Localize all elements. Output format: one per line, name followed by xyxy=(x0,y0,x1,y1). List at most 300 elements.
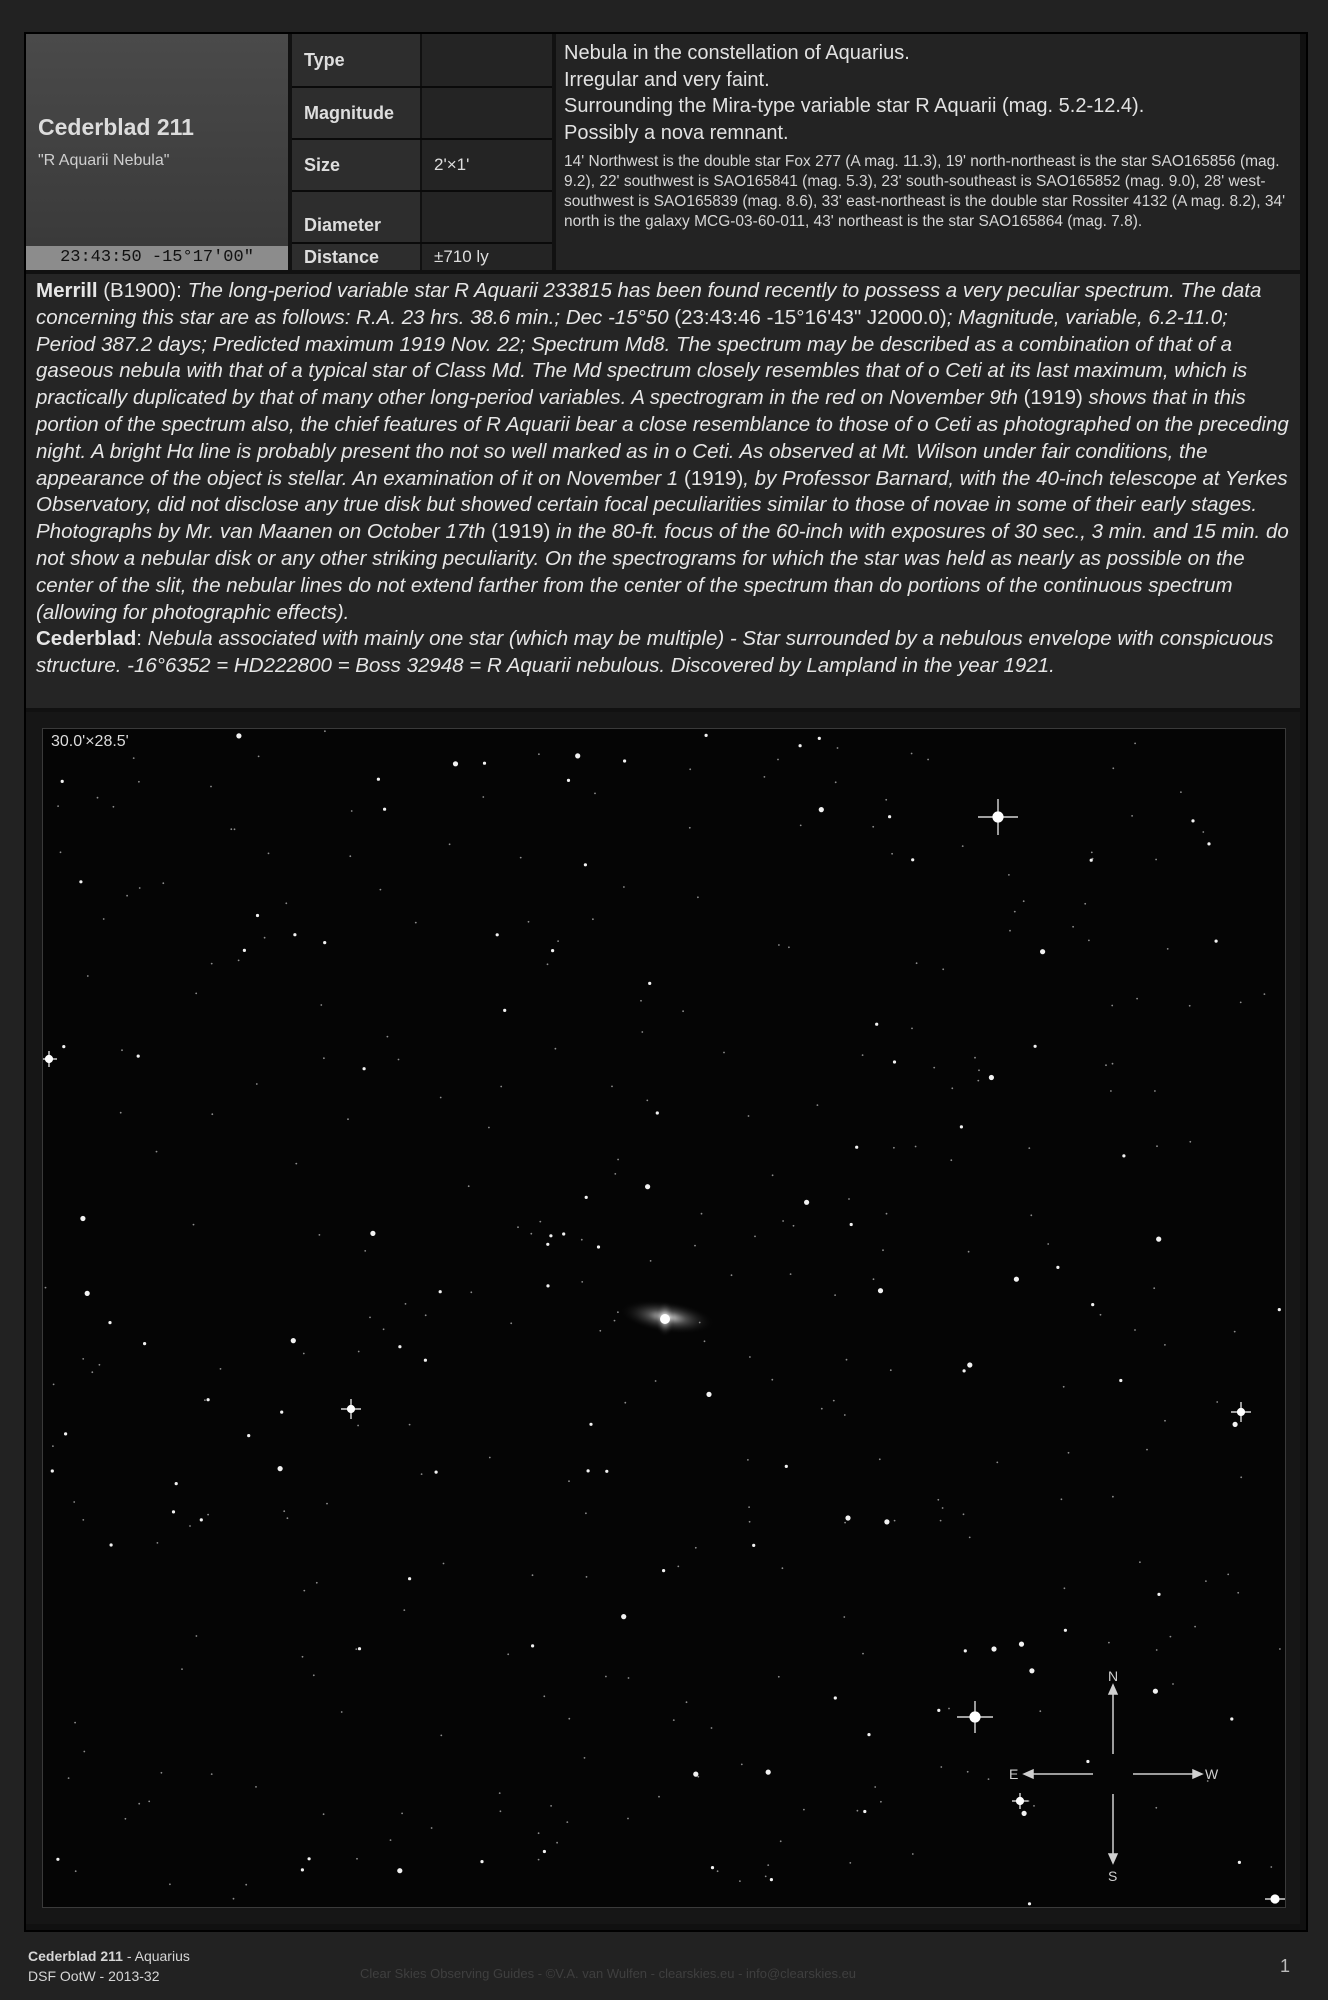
object-name: Cederblad 211 xyxy=(38,114,194,140)
star xyxy=(837,747,839,749)
star xyxy=(295,1163,297,1165)
star xyxy=(960,1125,963,1128)
star xyxy=(799,744,802,747)
star xyxy=(245,1884,247,1886)
star xyxy=(662,1569,665,1572)
star xyxy=(597,1245,600,1248)
star xyxy=(550,1805,552,1807)
star xyxy=(326,1503,328,1505)
star xyxy=(1072,926,1074,928)
star xyxy=(280,1411,283,1414)
star xyxy=(894,1520,896,1522)
star xyxy=(1034,1045,1037,1048)
star xyxy=(507,1653,509,1655)
star xyxy=(68,1777,70,1779)
star xyxy=(693,1772,698,1777)
star xyxy=(844,1414,846,1416)
star xyxy=(287,1517,289,1519)
star xyxy=(991,1646,996,1651)
star xyxy=(1088,940,1090,942)
star xyxy=(1205,1580,1207,1582)
star xyxy=(800,825,802,827)
object-coordinates: 23:43:50 -15°17'00" xyxy=(26,246,288,270)
star xyxy=(585,1512,587,1514)
star xyxy=(449,843,451,845)
star xyxy=(193,1224,195,1226)
star xyxy=(627,1818,629,1820)
star xyxy=(1264,993,1266,995)
star xyxy=(878,1288,883,1293)
star xyxy=(967,1771,969,1773)
star xyxy=(543,1850,546,1853)
star xyxy=(1189,1141,1191,1143)
star xyxy=(1180,791,1182,793)
star xyxy=(605,1676,607,1678)
star xyxy=(380,889,382,891)
star xyxy=(701,1213,703,1215)
star xyxy=(655,1380,657,1382)
property-value xyxy=(422,192,552,242)
star xyxy=(52,1445,54,1447)
star xyxy=(440,1097,442,1099)
star xyxy=(1068,1452,1070,1454)
star xyxy=(624,1402,626,1404)
property-label: Distance xyxy=(292,244,420,270)
property-row-magnitude xyxy=(292,88,552,140)
star xyxy=(617,1311,619,1313)
star xyxy=(855,1146,858,1149)
star xyxy=(885,799,887,801)
star xyxy=(848,1198,850,1200)
star xyxy=(99,1364,101,1366)
star xyxy=(204,1399,206,1401)
star xyxy=(211,1773,213,1775)
star xyxy=(1164,1420,1166,1422)
star xyxy=(849,1862,851,1864)
star xyxy=(1014,1277,1019,1282)
star xyxy=(614,1173,616,1175)
star xyxy=(56,1858,59,1861)
star xyxy=(470,1291,472,1293)
star xyxy=(546,1243,549,1246)
star xyxy=(1100,1314,1102,1316)
star xyxy=(520,857,522,859)
star xyxy=(1119,1379,1122,1382)
star xyxy=(1108,1642,1110,1644)
star xyxy=(1009,930,1011,932)
star xyxy=(1064,1629,1067,1632)
property-label: Type xyxy=(292,34,420,86)
star xyxy=(517,1226,519,1228)
star xyxy=(711,1727,713,1729)
star xyxy=(850,1223,853,1226)
star xyxy=(156,1151,158,1153)
star xyxy=(172,1510,175,1513)
star xyxy=(121,1049,123,1051)
star xyxy=(1238,1861,1241,1864)
star xyxy=(489,1457,491,1459)
star xyxy=(862,1653,864,1655)
cederblad-author: Cederblad xyxy=(36,627,137,651)
star xyxy=(1014,911,1016,913)
star xyxy=(1030,1214,1032,1216)
star xyxy=(1019,1642,1024,1647)
star xyxy=(821,1408,823,1410)
footer-series: DSF OotW - 2013-32 xyxy=(28,1968,160,1984)
star xyxy=(1092,858,1094,860)
merrill-text: , by Professor Barnard, with the 40-inch telescope at Yerkes Observatory, did not disclose any true disk but showed certain focal peculiarities similar to those of novae in some of their early stages. Photographs by Mr. van Maanen on October 17th xyxy=(36,466,1288,544)
star xyxy=(293,933,296,936)
star xyxy=(57,805,59,807)
star xyxy=(530,1233,532,1235)
star xyxy=(586,1576,588,1578)
star xyxy=(323,1057,325,1059)
star xyxy=(844,1522,846,1524)
star xyxy=(1156,1237,1161,1242)
star xyxy=(884,1519,889,1524)
star xyxy=(1227,1574,1229,1576)
star xyxy=(686,1701,688,1703)
star xyxy=(605,1470,608,1473)
star xyxy=(988,1778,990,1780)
star xyxy=(717,1870,719,1872)
star xyxy=(87,975,89,977)
merrill-year: (1919) xyxy=(1023,386,1083,410)
star xyxy=(133,757,135,759)
object-alias: "R Aquarii Nebula" xyxy=(38,152,170,169)
star xyxy=(207,1398,210,1401)
star xyxy=(962,845,964,847)
star xyxy=(1156,1649,1158,1651)
star xyxy=(950,1159,952,1161)
star xyxy=(711,1866,714,1869)
star xyxy=(912,1853,914,1855)
star xyxy=(1237,1592,1239,1594)
star xyxy=(766,1770,771,1775)
star xyxy=(546,1284,549,1287)
property-value: ±710 ly xyxy=(422,244,552,270)
object-title-box xyxy=(26,34,288,246)
merrill-text: The long-period variable star R Aquarii 233815 has been found recently to possess a very peculiar spectrum. The data concerning this star are as follows: R.A. 23 hrs. 38.6 min.; Dec -15°50 xyxy=(36,279,1262,329)
star xyxy=(302,1656,304,1658)
star xyxy=(73,1501,75,1503)
star xyxy=(697,896,699,898)
star xyxy=(45,1287,47,1289)
star xyxy=(1028,1902,1031,1905)
property-label: Diameter xyxy=(292,192,420,242)
star xyxy=(538,1859,540,1861)
property-row-size xyxy=(292,140,552,192)
star xyxy=(126,895,128,897)
star xyxy=(1153,1287,1155,1289)
star xyxy=(268,853,270,855)
star xyxy=(435,1471,438,1474)
star xyxy=(1207,842,1210,845)
property-row-diameter xyxy=(292,192,552,244)
star xyxy=(161,1772,163,1774)
star xyxy=(875,1023,878,1026)
star xyxy=(358,1647,361,1650)
star xyxy=(258,756,260,758)
star xyxy=(1157,1593,1160,1596)
star xyxy=(857,1810,859,1812)
star xyxy=(645,1184,650,1189)
star xyxy=(835,781,837,783)
star xyxy=(1056,1266,1059,1269)
star xyxy=(82,1519,84,1521)
star xyxy=(817,1104,819,1106)
star xyxy=(236,733,241,738)
star xyxy=(621,1614,626,1619)
compass-north: N xyxy=(1108,1668,1119,1684)
star xyxy=(623,759,626,762)
star xyxy=(772,1174,774,1176)
star xyxy=(320,1004,322,1006)
footer-credits: Clear Skies Observing Guides - ©V.A. van Wulfen - clearskies.eu - info@clearskies.eu xyxy=(360,1966,857,1981)
star xyxy=(843,1616,845,1618)
star xyxy=(113,806,115,808)
star xyxy=(1230,1717,1233,1720)
star xyxy=(357,1425,359,1427)
star xyxy=(640,1000,642,1002)
star xyxy=(916,962,918,964)
star xyxy=(424,1359,427,1362)
merrill-text: shows that in this portion of the spectrum also, the chief features of R Aquarii bear a close resemblance to those of ο Ceti as photographed on the preceding night. A bright Hα line is probably present tho not so well marked as in ο Ceti. As observed at Mt. Wilson under fair conditions, the appearance of the object is stellar. An examination of it on November 1 xyxy=(36,386,1289,490)
star xyxy=(989,1075,994,1080)
star xyxy=(488,1127,490,1129)
description-line: Surrounding the Mira-type variable star R Aquarii (mag. 5.2-12.4). xyxy=(564,95,1145,117)
property-label: Magnitude xyxy=(292,88,420,138)
merrill-reference: (B1900): xyxy=(97,279,188,302)
property-row-type xyxy=(292,34,552,88)
star xyxy=(532,1574,534,1576)
star xyxy=(211,1113,213,1115)
star xyxy=(695,1547,697,1549)
star xyxy=(408,1577,411,1580)
star xyxy=(581,1239,583,1241)
star xyxy=(1170,1636,1172,1638)
star xyxy=(648,982,651,985)
description-panel xyxy=(556,34,1300,270)
star xyxy=(285,902,287,904)
star xyxy=(948,1708,950,1710)
star xyxy=(313,1674,315,1676)
star xyxy=(539,1221,541,1223)
star xyxy=(911,753,913,755)
star xyxy=(677,1566,679,1568)
star xyxy=(238,960,240,962)
star xyxy=(243,949,246,952)
star xyxy=(1136,998,1138,1000)
star xyxy=(387,1036,389,1038)
star xyxy=(694,1245,696,1247)
star xyxy=(872,826,874,828)
star xyxy=(834,1294,836,1296)
star xyxy=(349,855,351,857)
property-row-distance xyxy=(292,244,552,270)
properties-table xyxy=(292,34,552,270)
star xyxy=(196,1635,198,1637)
star xyxy=(500,1086,502,1088)
star xyxy=(91,1371,93,1373)
star xyxy=(503,1009,506,1012)
star xyxy=(169,1883,171,1885)
star xyxy=(291,1338,296,1343)
star xyxy=(599,1330,601,1332)
star xyxy=(911,858,914,861)
star xyxy=(658,1796,660,1798)
star xyxy=(247,1434,250,1437)
star xyxy=(370,1231,375,1236)
star xyxy=(893,1060,896,1063)
star xyxy=(496,933,499,936)
star xyxy=(749,1521,751,1523)
star xyxy=(777,759,779,761)
star xyxy=(1028,1147,1030,1149)
star xyxy=(942,968,944,970)
star xyxy=(83,1751,85,1753)
star xyxy=(996,1462,998,1464)
description-line: Nebula in the constellation of Aquarius. xyxy=(564,42,910,64)
star xyxy=(964,1649,967,1652)
star xyxy=(1156,1145,1158,1147)
star xyxy=(739,1880,741,1882)
star xyxy=(1122,1154,1125,1157)
star xyxy=(646,1100,648,1102)
star xyxy=(731,1274,733,1276)
star xyxy=(347,1118,349,1120)
star xyxy=(818,737,821,740)
star xyxy=(62,1045,65,1048)
star xyxy=(409,1424,411,1426)
star xyxy=(628,1677,630,1679)
star xyxy=(650,1260,652,1262)
description-line: Possibly a nova remnant. xyxy=(564,121,789,144)
star xyxy=(425,1314,427,1316)
star xyxy=(1146,1449,1148,1451)
star xyxy=(575,753,580,758)
star xyxy=(963,1369,966,1372)
star xyxy=(562,1232,565,1235)
star xyxy=(103,918,105,920)
star xyxy=(383,808,386,811)
star xyxy=(1110,1090,1112,1092)
star xyxy=(790,1273,792,1275)
star xyxy=(383,1328,385,1330)
star xyxy=(641,1031,643,1033)
star xyxy=(1047,1243,1049,1245)
star xyxy=(1063,1386,1065,1388)
description-line: Irregular and very faint. xyxy=(564,68,770,91)
star xyxy=(1112,1063,1114,1065)
star xyxy=(510,1322,512,1324)
footer-info xyxy=(28,1946,190,1986)
star xyxy=(283,1510,285,1512)
star xyxy=(1240,1476,1242,1478)
star xyxy=(803,1809,805,1811)
star xyxy=(551,949,554,952)
merrill-year: (1919) xyxy=(491,520,551,544)
star xyxy=(1091,1303,1094,1306)
star xyxy=(303,1353,305,1355)
star xyxy=(138,781,140,783)
star xyxy=(584,863,587,866)
star xyxy=(207,1514,209,1516)
star xyxy=(804,1200,809,1205)
star xyxy=(443,1563,445,1565)
star xyxy=(538,1832,540,1834)
star xyxy=(453,761,458,766)
star xyxy=(1270,1866,1272,1868)
star xyxy=(316,1582,318,1584)
star xyxy=(234,828,236,830)
star xyxy=(139,887,141,889)
compass-south: S xyxy=(1108,1868,1118,1884)
star xyxy=(1023,900,1025,902)
star xyxy=(53,1384,55,1386)
merrill-coordinates: (23:43:46 -15°16'43" J2000.0) xyxy=(674,305,947,329)
star xyxy=(323,941,326,944)
star xyxy=(549,1234,552,1237)
star xyxy=(1139,1561,1141,1563)
historical-notes xyxy=(26,274,1300,708)
star xyxy=(125,1818,127,1820)
star xyxy=(940,1520,942,1522)
star xyxy=(978,1069,980,1071)
star xyxy=(1279,1648,1281,1650)
star xyxy=(911,1028,913,1030)
star xyxy=(765,1876,767,1878)
star xyxy=(880,1801,882,1803)
star xyxy=(782,1220,784,1222)
star xyxy=(874,1786,876,1788)
star xyxy=(1134,1329,1136,1331)
star xyxy=(969,1537,971,1539)
star xyxy=(770,1878,773,1881)
star xyxy=(256,1083,258,1085)
star xyxy=(138,1803,140,1805)
star xyxy=(863,1810,866,1813)
star xyxy=(319,1234,321,1236)
star xyxy=(278,1466,283,1471)
star xyxy=(1164,1344,1166,1346)
star xyxy=(592,918,594,920)
star xyxy=(74,1722,76,1724)
star xyxy=(584,1757,586,1759)
star xyxy=(1111,1005,1113,1007)
star xyxy=(1167,948,1169,950)
footer-object: Cederblad 211 xyxy=(28,1948,123,1964)
surroundings-text: 14' Northwest is the double star Fox 277 (A mag. 11.3), 19' north-northeast is the star SAO165856 (mag. 9.2), 22' southwest is SAO165841 (mag. 5.3), 23' south-southeast is SAO165852 (mag. 9.0), 28' west-southwest is SAO165839 (mag. 8.6), 33' east-northeast is the double star Rossiter 4132 (A mag. 8.2), 34' north is the galaxy MCG-03-60-011, 43' northeast is the star SAO165864 (mag. 7.8). xyxy=(564,153,1286,230)
star xyxy=(1154,1090,1156,1092)
star xyxy=(767,1864,769,1866)
star xyxy=(963,1513,965,1515)
star xyxy=(480,1860,483,1863)
star xyxy=(369,1317,371,1319)
star xyxy=(764,776,766,778)
star xyxy=(567,779,570,782)
r-aquarii-nebula xyxy=(617,1294,717,1339)
star xyxy=(364,1250,366,1252)
star xyxy=(195,993,197,995)
star xyxy=(415,922,417,924)
star xyxy=(1215,940,1218,943)
star xyxy=(834,1696,837,1699)
property-value xyxy=(422,88,552,138)
star xyxy=(1134,743,1136,745)
star xyxy=(1131,815,1133,817)
star xyxy=(937,1709,940,1712)
